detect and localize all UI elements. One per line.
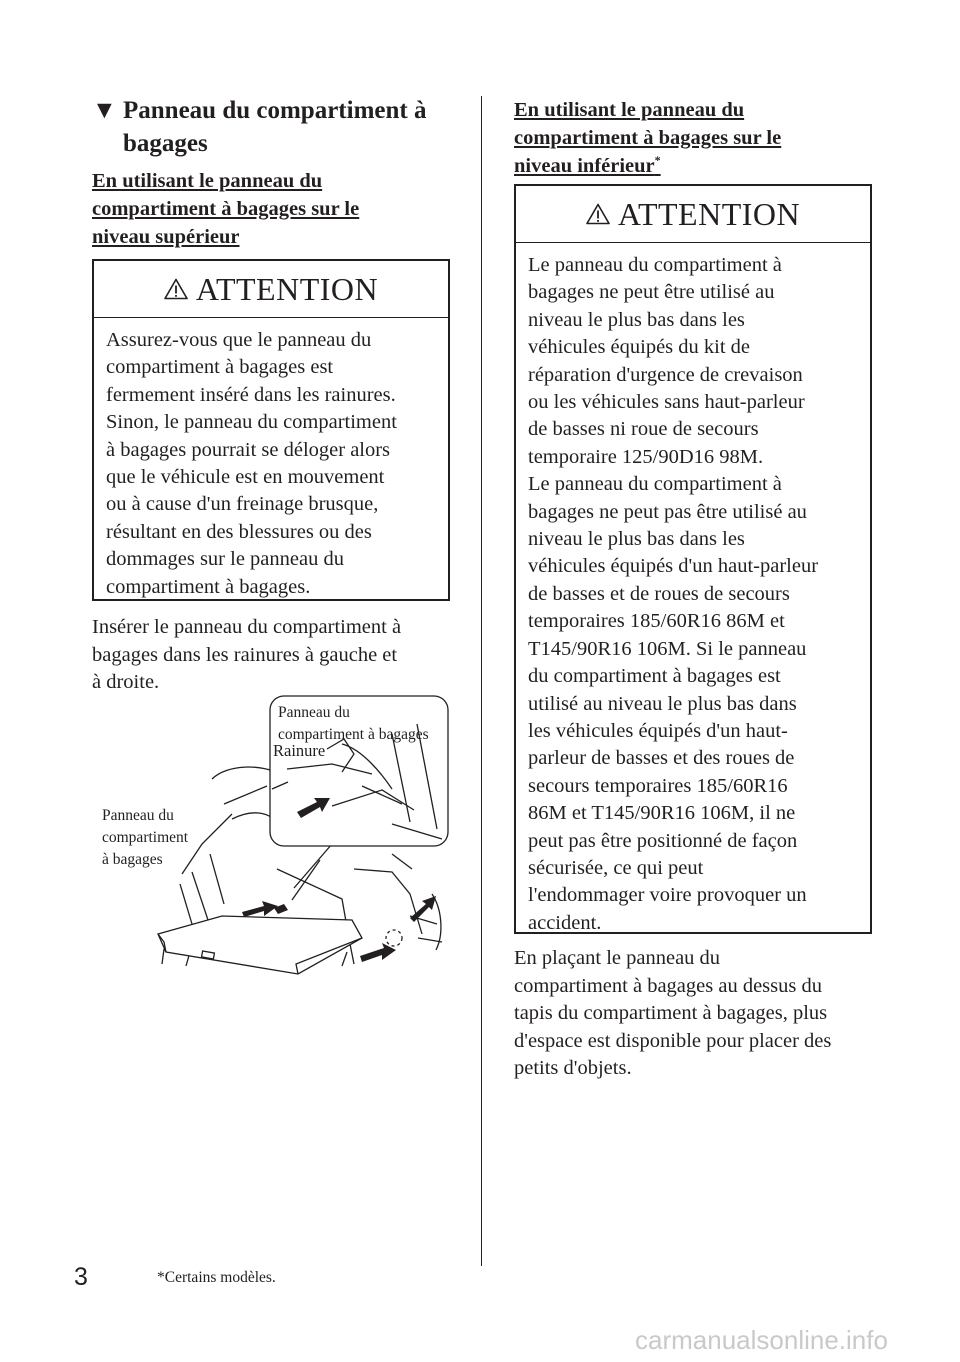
- column-divider: [481, 96, 482, 1266]
- right-attention-header: [516, 186, 870, 243]
- trunk-panel-figure: [92, 694, 450, 984]
- groove-label: Rainure: [273, 741, 326, 760]
- left-attention-box: [92, 259, 450, 601]
- footnote: *Certains modèles.: [157, 1269, 276, 1286]
- right-subheading: [514, 96, 874, 180]
- right-attention-box: [514, 184, 872, 934]
- right-subheading-mark: *: [654, 153, 661, 168]
- right-attention-body: Le panneau du compartiment à bagages ne peut être utilisé au niveau le plus bas dans les véhicules équipés du kit de réparation d'urgence de crevaison ou les véhicules sans haut-parleur de basses ni roue de secours temporaire 125/90D16 98M. Le panneau du compartiment à bagages ne peut pas être utilisé au niveau le plus bas dans les véhicules équipés d'un haut-parleur de basses et de roues de secours temporaires 185/60R16 86M et T145/90R16 106M. Si le panneau du compartiment à bagages est utilisé au niveau le plus bas dans les véhicules équipés d'un haut- parleur de basses et des roues de secours temporaires 185/60R16 86M et T145/90R16 106M, il ne peut pas être positionné de façon sécurisée, ce qui peut l'endommager voire provoquer un accident.: [528, 254, 819, 934]
- right-attention-title: ATTENTION: [617, 195, 801, 232]
- warning-triangle-icon: [164, 278, 188, 300]
- panel-label-left: Panneau du compartiment à bagages: [102, 807, 189, 868]
- left-attention-header: [94, 261, 448, 318]
- triangle-marker-icon: ▼: [92, 97, 117, 124]
- watermark: carmanualsonline.info: [635, 1325, 888, 1355]
- section-title-text: Panneau du compartiment à bagages: [123, 97, 427, 157]
- panel-label-inset: Panneau du compartiment à bagages: [278, 704, 429, 743]
- section-title: [92, 94, 452, 160]
- page-number: 3: [74, 1263, 88, 1291]
- right-subheading-text: En utilisant le panneau du compartiment à bagages sur le niveau inférieur: [514, 99, 782, 177]
- left-attention-body: Assurez-vous que le panneau du compartiment à bagages est fermement inséré dans les rainures. Sinon, le panneau du compartiment à bagages pourrait se déloger alors que le véhicule est en mouvement ou à cause d'un freinage brusque, résultant en des blessures ou des dommages sur le panneau du compartiment à bagages.: [106, 329, 397, 598]
- left-attention-title: ATTENTION: [195, 270, 379, 307]
- right-paragraph: En plaçant le panneau du compartiment à bagages au dessus du tapis du compartiment à bagages, plus d'espace est disponible pour placer des petits d'objets.: [514, 947, 832, 1079]
- left-subheading: En utilisant le panneau du compartiment à bagages sur le niveau supérieur: [92, 170, 360, 248]
- warning-triangle-icon: [586, 203, 610, 225]
- left-paragraph: Insérer le panneau du compartiment à bagages dans les rainures à gauche et à droite.: [92, 616, 402, 693]
